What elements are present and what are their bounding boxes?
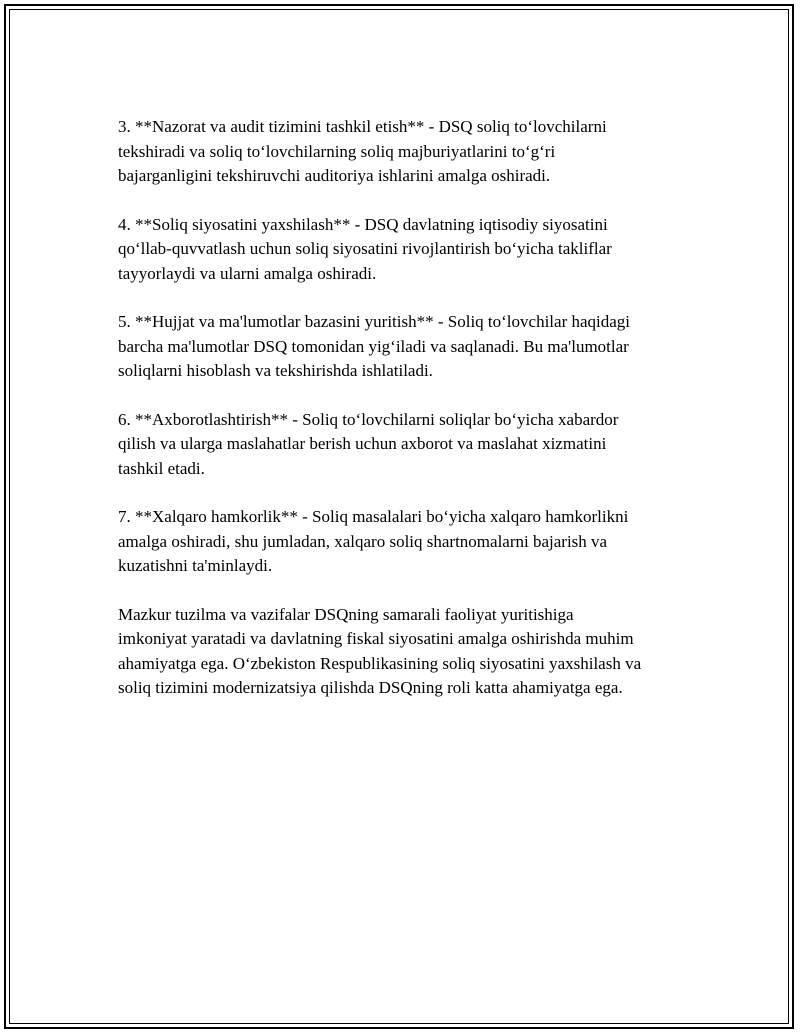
text-line: tayyorlaydi va ularni amalga oshiradi. — [118, 263, 377, 283]
text-line: ahamiyatga ega. O‘zbekiston Respublikasining soliq siyosatini yaxshilash va — [118, 653, 642, 673]
text-line: qo‘llab-quvvatlash uchun soliq siyosatini rivojlantirish bo‘yicha takliflar — [118, 239, 612, 258]
text-line: tashkil etadi. — [118, 458, 205, 478]
text-line: 5. **Hujjat va ma'lumotlar bazasini yuritish** - Soliq to‘lovchilar haqidagi — [118, 312, 631, 331]
text-line: Mazkur tuzilma va vazifalar DSQning samarali faoliyat yuritishiga — [118, 604, 574, 624]
text-line: bajarganligini tekshiruvchi auditoriya ishlarini amalga oshiradi. — [118, 166, 551, 185]
text-line: tekshiradi va soliq to‘lovchilarning soliq majburiyatlarini to‘g‘ri — [118, 141, 556, 161]
document-body — [118, 115, 698, 725]
paragraph-conclusion — [118, 603, 698, 701]
paragraph-item-3 — [118, 115, 698, 189]
text-line: 6. **Axborotlashtirish** - Soliq to‘lovchilarni soliqlar bo‘yicha xabardor — [118, 409, 619, 429]
text-line: amalga oshiradi, shu jumladan, xalqaro soliq shartnomalarni bajarish va — [118, 531, 608, 551]
text-line: barcha ma'lumotlar DSQ tomonidan yig‘iladi va saqlanadi. Bu ma'lumotlar — [118, 336, 629, 356]
paragraph-item-6 — [118, 408, 698, 482]
paragraph-item-5 — [118, 310, 698, 384]
text-line: kuzatishni ta'minlaydi. — [118, 556, 273, 575]
text-line: 7. **Xalqaro hamkorlik** - Soliq masalalari bo‘yicha xalqaro hamkorlikni — [118, 507, 629, 526]
text-line: soliq tizimini modernizatsiya qilishda DSQning roli katta ahamiyatga ega. — [118, 678, 623, 697]
text-line: qilish va ularga maslahatlar berish uchun axborot va maslahat xizmatini — [118, 434, 607, 453]
paragraph-item-4 — [118, 213, 698, 287]
text-line: 3. **Nazorat va audit tizimini tashkil etish** - DSQ soliq to‘lovchilarni — [118, 117, 607, 136]
text-line: 4. **Soliq siyosatini yaxshilash** - DSQ davlatning iqtisodiy siyosatini — [118, 214, 608, 234]
text-line: imkoniyat yaratadi va davlatning fiskal siyosatini amalga oshirishda muhim — [118, 629, 634, 648]
text-line: soliqlarni hisoblash va tekshirishda ishlatiladi. — [118, 361, 433, 380]
paragraph-item-7 — [118, 505, 698, 579]
